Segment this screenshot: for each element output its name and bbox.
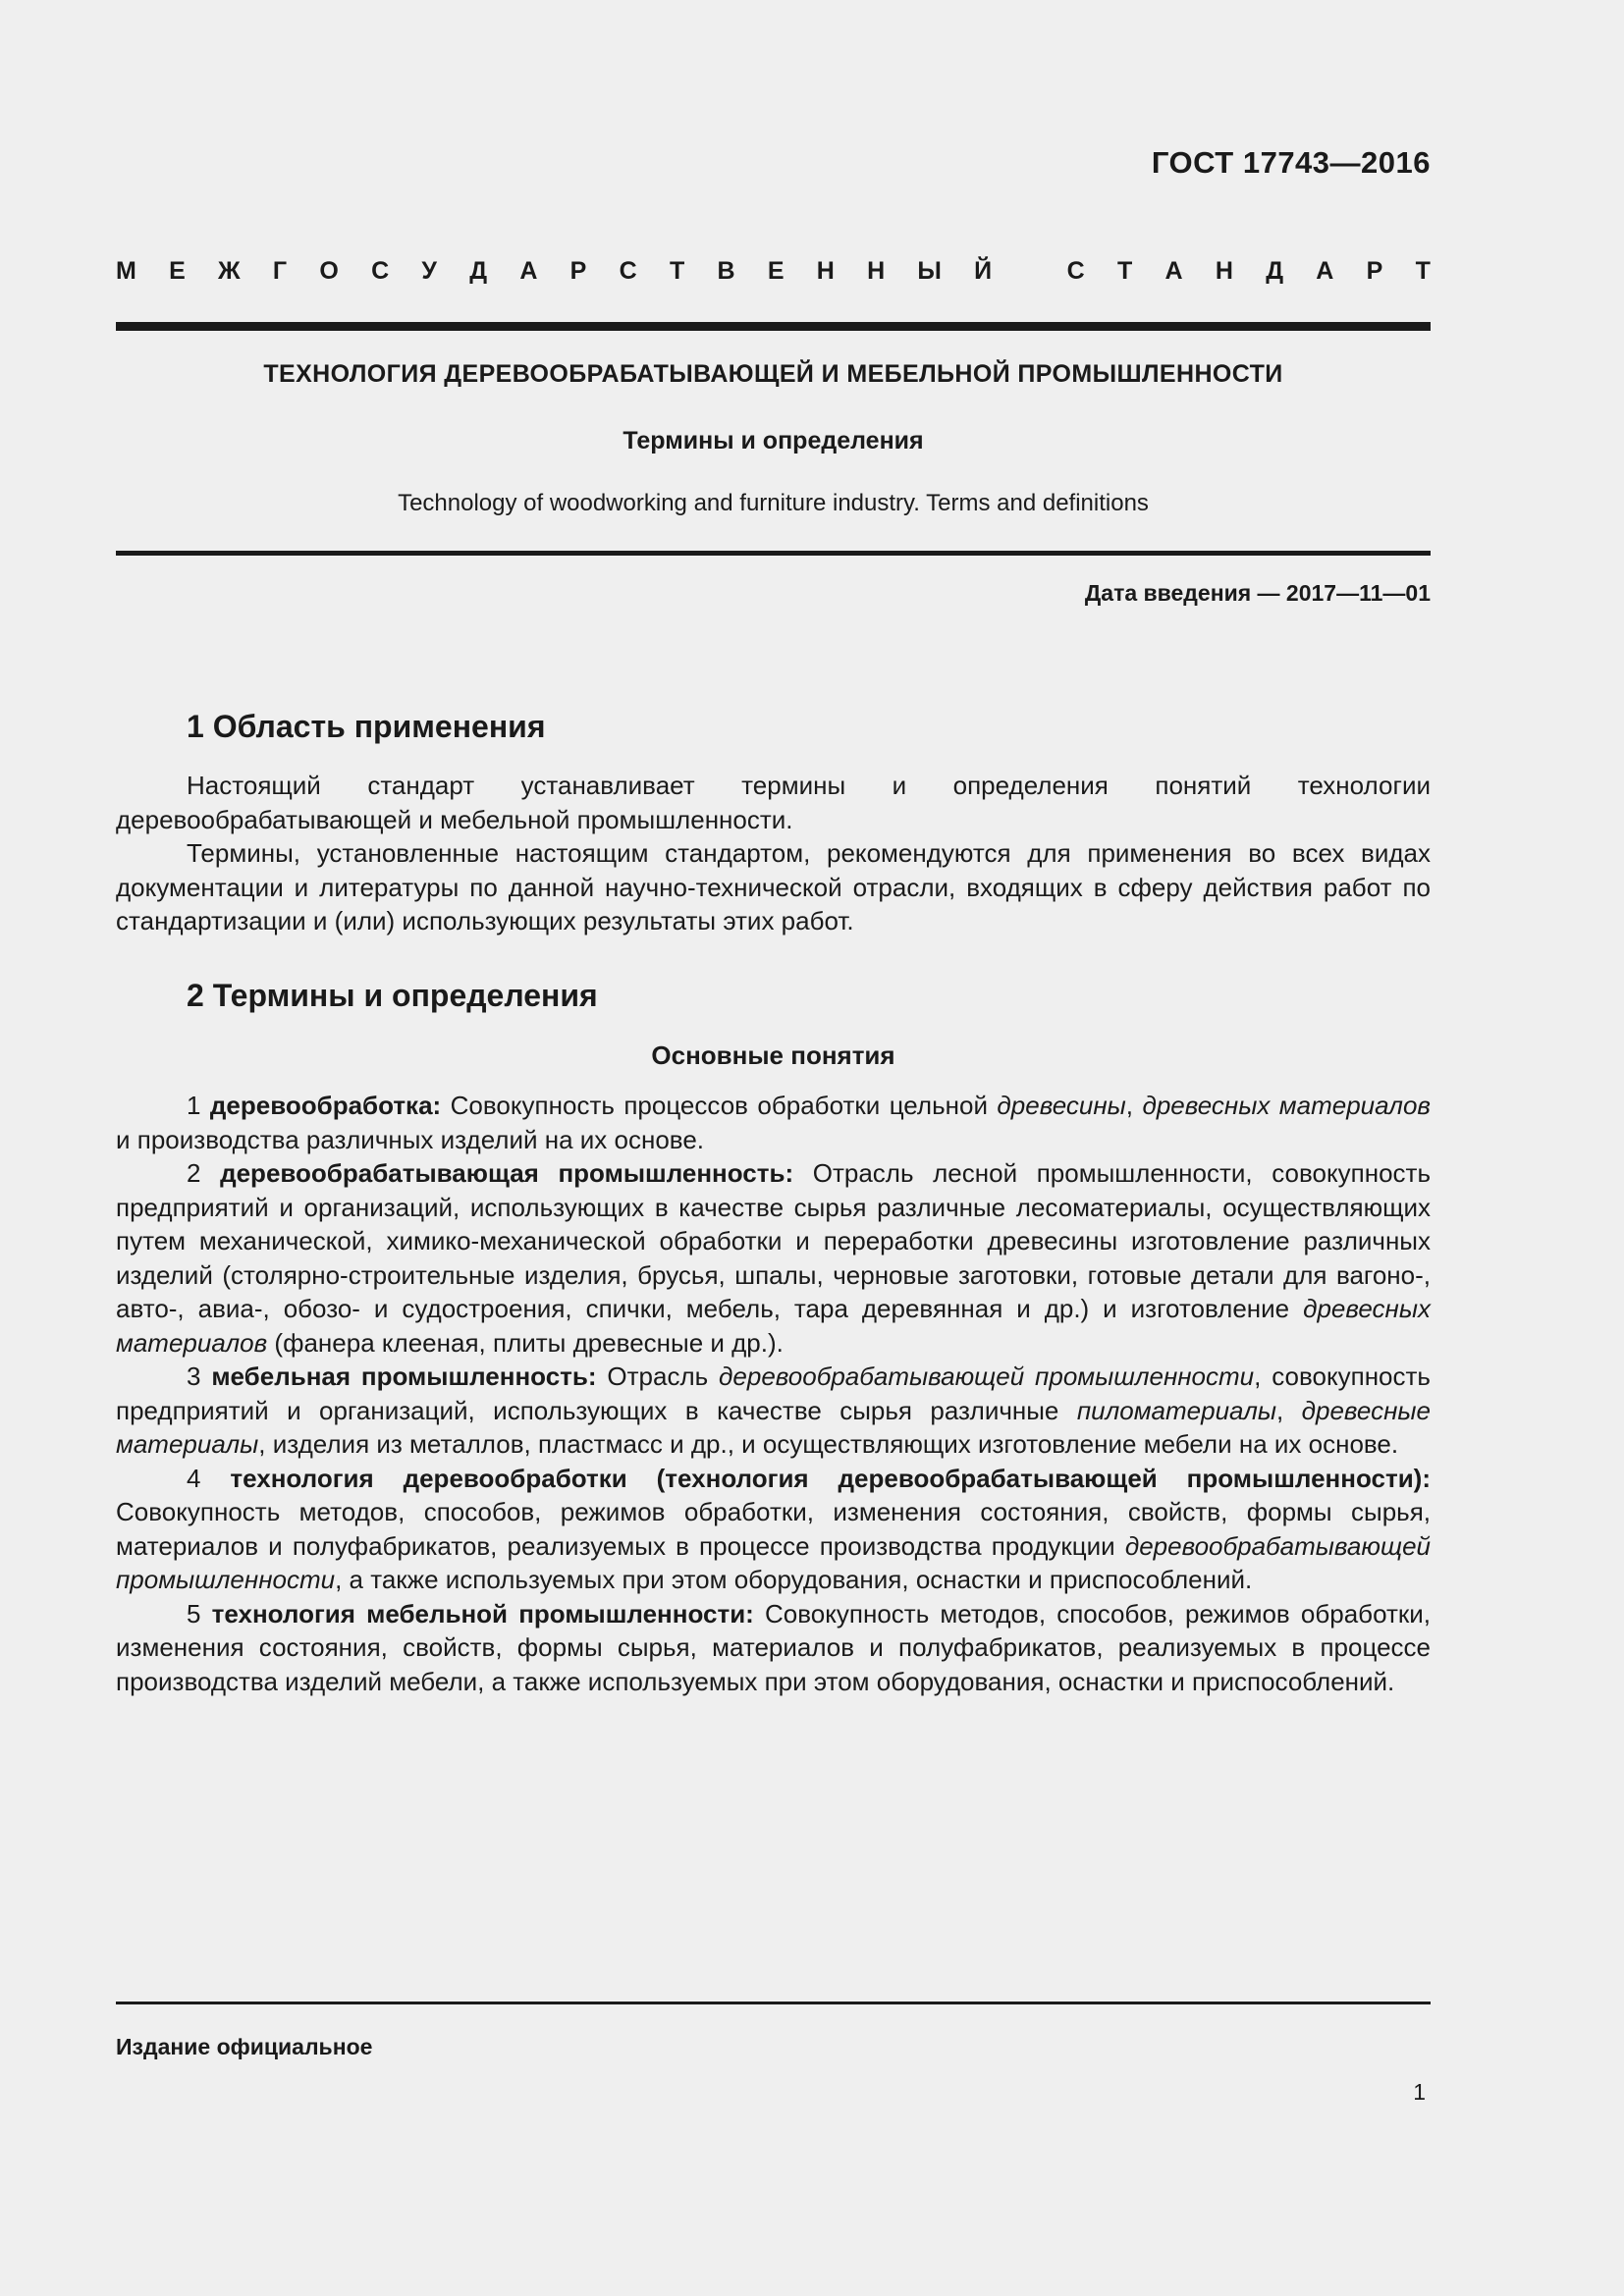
banner-letter: С [371,257,390,285]
page-number: 1 [1413,2079,1426,2105]
term-name: мебельная промышленность: [211,1362,597,1391]
banner-letter: Е [169,257,186,285]
banner-letter: А [519,257,538,285]
term-definition-text: , совокупность предприятий и организаций, использующих в качестве сырья различные [116,1362,1431,1425]
banner-letter: А [1316,257,1334,285]
banner-letter: Ы [917,257,942,285]
term-reference: древесины [997,1091,1126,1120]
term-reference: деревообрабатывающей промышленности [719,1362,1255,1391]
term-entry [116,1156,1431,1360]
section-1-body [116,769,1431,938]
term-number: 2 [187,1158,201,1188]
term-entry [116,1089,1431,1156]
term-entry [116,1360,1431,1462]
term-reference: древесных материалов [116,1294,1431,1358]
banner-letter: А [1164,257,1183,285]
banner-letter: С [1066,257,1085,285]
introduction-date: Дата введения — 2017—11—01 [1084,580,1431,606]
banner-letter: Е [767,257,785,285]
interstate-standard-banner [116,257,1431,286]
term-definition-text: , [1276,1395,1302,1425]
term-definition-text: Совокупность методов, способов, режимов обработки, изменения состояния, свойств, формы сырья, материалов и полуфабрикатов, реализуемых в процессе производства продукции [116,1497,1431,1561]
document-title: ТЕХНОЛОГИЯ ДЕРЕВООБРАБАТЫВАЮЩЕЙ И МЕБЕЛЬНОЙ ПРОМЫШЛЕННОСТИ [263,360,1283,388]
term-reference: древесных материалов [1142,1091,1431,1120]
term-name: деревообрабатывающая промышленность: [220,1158,794,1188]
banner-letter: Р [1366,257,1383,285]
term-entry [116,1597,1431,1699]
footer-rule [116,2002,1431,2004]
terms-list [116,1089,1431,1698]
term-definition-text: , а также используемых при этом оборудования, оснастки и приспособлений. [335,1565,1253,1594]
gost-code: ГОСТ 17743—2016 [1151,145,1431,180]
term-number: 5 [187,1598,201,1629]
banner-letter: Й [974,257,993,285]
banner-letter: В [717,257,735,285]
banner-letter: Г [272,257,288,285]
term-definition-text: (фанера клееная, плиты древесные и др.). [267,1327,784,1358]
section-2-subheading: Основные понятия [651,1041,895,1070]
term-definition-text: Отрасль лесной промышленности, совокупность предприятий и организаций, использующих в качестве сырья различные лесоматериалы, осуществляющих путем механической, химико-механической обработки и переработки древесины изготовление различных изделий (столярно-строительные изделия, брусья, шпалы, черновые заготовки, готовые детали для вагоно-, авто-, авиа-, обозо- и судостроения, спички, мебель, тара деревянная и др.) и изготовление [116,1158,1431,1323]
header-rule [116,322,1431,331]
term-definition-text: Совокупность методов, способов, режимов обработки, изменения состояния, свойств, формы сырья, материалов и полуфабрикатов, реализуемых в процессе производства изделий мебели, а также используемых при этом оборудования, оснастки и приспособлений. [116,1598,1431,1696]
term-definition-text: и производства различных изделий на их основе. [116,1124,705,1154]
term-number: 4 [187,1463,201,1493]
term-name: технология деревообработки (технология деревообрабатывающей промышленности): [230,1463,1431,1493]
banner-letter: Н [1215,257,1233,285]
section-1-paragraph: Настоящий стандарт устанавливает термины и определения понятий технологии деревообрабатывающей и мебельной промышленности. [116,771,1431,834]
term-entry [116,1462,1431,1597]
banner-letter: О [319,257,339,285]
document-subtitle: Термины и определения [623,427,924,454]
term-reference: пиломатериалы [1076,1395,1276,1425]
edition-label: Издание официальное [116,2034,373,2059]
term-name: технология мебельной промышленности: [211,1598,754,1629]
section-1-heading: 1 Область применения [187,709,546,744]
banner-letter: Н [867,257,886,285]
document-title-english: Technology of woodworking and furniture industry. Terms and definitions [398,490,1149,516]
banner-letter: М [116,257,136,285]
term-definition-text: Совокупность процессов обработки цельной [450,1091,998,1120]
term-number: 1 [187,1091,201,1120]
banner-letter: Ж [218,257,241,285]
banner-gap [1024,257,1034,286]
section-2-heading: 2 Термины и определения [187,978,598,1013]
banner-letter: Т [1117,257,1133,285]
title-rule [116,551,1431,556]
banner-letter: Д [469,257,488,285]
term-definition-text: , [1125,1091,1143,1120]
term-reference: древесные материалы [116,1395,1431,1459]
banner-letter: Р [569,257,587,285]
banner-letter: С [619,257,637,285]
banner-letter: У [421,257,437,285]
term-definition-text: , изделия из металлов, пластмасс и др., и осуществляющих изготовление мебели на их основе. [258,1429,1399,1459]
banner-letter: Д [1266,257,1284,285]
banner-letter: Т [1415,257,1431,285]
banner-letter: Т [669,257,685,285]
banner-letter: Н [816,257,835,285]
term-definition-text: Отрасль [607,1362,720,1391]
term-number: 3 [187,1362,201,1391]
term-name: деревообработка: [209,1091,442,1120]
term-reference: деревообрабатывающей промышленности [116,1530,1431,1594]
section-1-paragraph: Термины, установленные настоящим стандартом, рекомендуются для применения во всех видах документации и литературы по данной научно-технической отрасли, входящих в сферу действия работ по стандартизации и (или) использующих результаты этих работ. [116,838,1431,935]
